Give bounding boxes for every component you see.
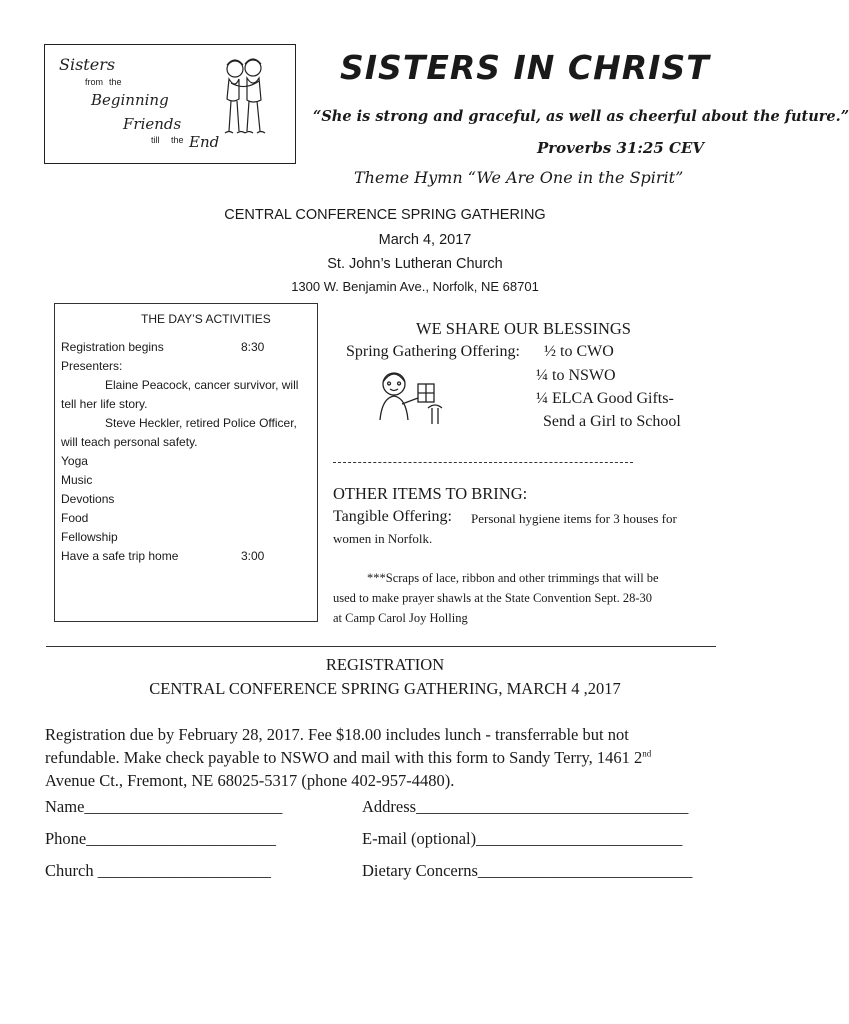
woman-with-gift-illustration <box>372 368 448 430</box>
activities-box <box>54 303 318 622</box>
logo-word: Friends <box>123 115 182 133</box>
activity-item: Registration begins <box>61 340 164 354</box>
theme-hymn: Theme Hymn “We Are One in the Spirit” <box>354 168 684 187</box>
hugging-girls-illustration <box>215 53 275 153</box>
logo-word: Beginning <box>91 91 169 109</box>
registration-paragraph: refundable. Make check payable to NSWO and mail with this form to Sandy Terry, 1461 2nd <box>45 748 652 767</box>
registration-paragraph: Registration due by February 28, 2017. Fee $18.00 includes lunch - transferrable but not <box>45 725 629 744</box>
logo-word: till <box>151 135 160 145</box>
logo-box <box>44 44 296 164</box>
presenter-text: Steve Heckler, retired Police Officer, <box>105 416 297 430</box>
scripture-quote: “She is strong and graceful, as well as cheerful about the future.” <box>313 108 849 125</box>
registration-heading: REGISTRATION <box>325 655 445 674</box>
tangible-offering-label: Tangible Offering: <box>333 508 452 525</box>
activity-item: Presenters: <box>61 359 123 373</box>
name-field[interactable]: Name________________________ <box>45 797 283 816</box>
activity-time: 3:00 <box>241 549 265 563</box>
address-field[interactable]: Address_________________________________ <box>362 797 689 816</box>
registration-paragraph: Avenue Ct., Fremont, NE 68025-5317 (phone 402-957-4480). <box>45 771 455 790</box>
logo-word: from <box>85 77 103 87</box>
presenter-text: tell her life story. <box>61 397 148 411</box>
other-items-title: OTHER ITEMS TO BRING: <box>333 484 528 503</box>
offering-line: Send a Girl to School <box>543 413 681 430</box>
logo-word: End <box>189 133 220 151</box>
offering-label: Spring Gathering Offering: <box>346 343 520 360</box>
activity-time: 8:30 <box>241 340 265 354</box>
offering-line: ½ to CWO <box>544 343 614 360</box>
offering-line: ¼ to NSWO <box>536 367 616 384</box>
phone-field[interactable]: Phone_______________________ <box>45 829 276 848</box>
activity-item: Yoga <box>61 454 88 468</box>
event-date: March 4, 2017 <box>378 232 472 248</box>
page-title: SISTERS IN CHRIST <box>340 48 710 87</box>
scraps-note: ***Scraps of lace, ribbon and other trimmings that will be <box>367 571 659 585</box>
dashed-divider <box>333 462 633 463</box>
cut-line <box>46 646 716 647</box>
event-address: 1300 W. Benjamin Ave., Norfolk, NE 68701 <box>291 279 539 294</box>
offering-line: ¼ ELCA Good Gifts- <box>536 390 674 407</box>
scraps-note: at Camp Carol Joy Holling <box>333 611 468 625</box>
activities-title: THE DAY’S ACTIVITIES <box>141 312 271 326</box>
event-name: CENTRAL CONFERENCE SPRING GATHERING <box>224 207 546 223</box>
activity-item: Fellowship <box>61 530 118 544</box>
email-field[interactable]: E-mail (optional)_________________________ <box>362 829 683 848</box>
church-field[interactable]: Church _____________________ <box>45 861 271 880</box>
blessings-title: WE SHARE OUR BLESSINGS <box>416 319 631 338</box>
registration-subheading: CENTRAL CONFERENCE SPRING GATHERING, MARCH 4 ,2017 <box>149 679 621 698</box>
logo-word: the <box>171 135 184 145</box>
dietary-field[interactable]: Dietary Concerns__________________________ <box>362 861 693 880</box>
event-church: St. John’s Lutheran Church <box>327 256 503 272</box>
logo-word: the <box>109 77 122 87</box>
scripture-reference: Proverbs 31:25 CEV <box>537 139 705 157</box>
ordinal-suffix: nd <box>642 748 652 759</box>
presenter-text: Elaine Peacock, cancer survivor, will <box>105 378 299 392</box>
tangible-offering-text: Personal hygiene items for 3 houses for <box>471 511 677 526</box>
activity-item: Food <box>61 511 89 525</box>
activity-item: Have a safe trip home <box>61 549 179 563</box>
activity-item: Music <box>61 473 93 487</box>
logo-word: Sisters <box>59 55 116 74</box>
activity-item: Devotions <box>61 492 115 506</box>
scraps-note: used to make prayer shawls at the State Convention Sept. 28-30 <box>333 591 653 605</box>
tangible-offering-text: women in Norfolk. <box>333 531 433 546</box>
presenter-text: will teach personal safety. <box>61 435 198 449</box>
